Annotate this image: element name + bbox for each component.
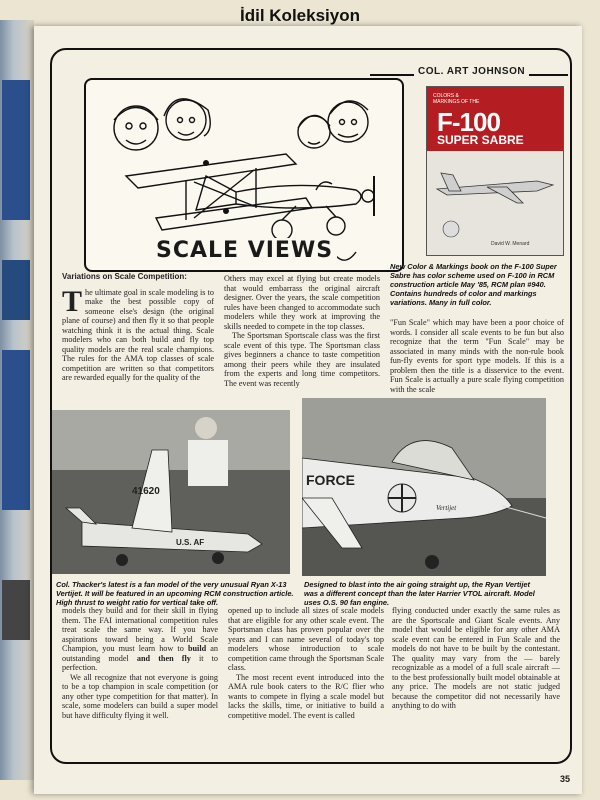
byline: COL. ART JOHNSON <box>414 66 529 77</box>
photo-illustration-1 <box>52 410 290 574</box>
column-2-paragraph-2: The Sportsman Sportscale class was the first scale event of this type. The Sportsman class gives beginners a chance to taste competition among their peers while they are insulated from the experts and long time competitors. The event was recently <box>224 331 380 388</box>
page-number: 35 <box>560 774 571 784</box>
f100-jet-illustration <box>427 151 563 251</box>
drop-cap: T <box>62 284 83 318</box>
bottom-column-2-paragraph-1: opened up to include all sizes of scale models that are eligible for any other scale event. The Sportsman class has proven popular over the years and I can name several of today's top modelers whose introduction to scale competition came through the Sportsman Scale class. <box>228 606 384 672</box>
photo-1-caption: Col. Thacker's latest is a fan model of the very unusual Ryan X-13 Vertijet. It will be featured in an upcoming RCM construction article. High thrust to weight ratio for vertical take off. <box>56 580 294 607</box>
emphasis-build: build <box>187 644 207 653</box>
tail-number: 41620 <box>132 486 160 497</box>
bottom-column-2-paragraph-2: The most recent event introduced into the AMA rule book caters to the R/C flier who wants to compete in flying a scale model but lacks the skills, time, or initiative to build a competitive model. The event is called <box>228 672 384 720</box>
book-cover-title: F-100 <box>437 107 500 137</box>
bottom-column-2 <box>228 606 384 720</box>
watermark: İdil Koleksiyon <box>240 6 360 25</box>
magazine-page <box>34 26 582 794</box>
usaf-marking: U.S. AF <box>176 538 205 547</box>
book-cover-title-line2: SUPER SABRE <box>437 133 524 147</box>
book-cover-image <box>426 86 564 256</box>
article-column-3 <box>390 318 564 394</box>
bottom-column-3-text: flying conducted under exactly the same rules as are the Sportscale and Giant Scale events. Any model that would be eligible for any other AMA scale event can be entered in Fun Scale and the models do not have to be built by the contestant. The quality may vary from the — barely recognizable as a model of a full scale aircraft — to the best professionally built model obtainable at any price. The models are not static judged because the competitor did not necessarily have anything to do with <box>392 606 560 710</box>
bottom-column-1-text: models they build and for their skill in flying them. The FAI international competition rules treat scale the same way. If you have aspirations toward being a World Scale Champion, you must learn how to <box>62 606 218 653</box>
column-3-paragraph-1: "Fun Scale" which may have been a poor choice of words. I consider all scale events to be fun but also recognize that the term "Fun Scale" may be associated in many minds with the non-rule book fun-fly events for sport type models. If this is a problem then the title is a disservice to the event. Fun Scale is actually a pure scale flying competition with the scale <box>390 318 564 394</box>
photo-ryan-vertijet-closeup <box>302 398 546 576</box>
bottom-column-1-text-2: an outstanding model <box>62 644 219 663</box>
column-1-text: he ultimate goal in scale modeling is to make the best possible copy of someone else's design (the original plane of course) and then fly it so that people watching think it is the actual thing. Scale modelers who can both build and fly top quality models are the real scale champions. The rules for the AMA top classes of scale competition are written so that competitors are rewarded equally for the quality of the <box>62 287 214 382</box>
bottom-column-1-text-3: it to perfection. <box>62 653 219 672</box>
column-2-paragraph-1: Others may excel at flying but create models that would embarrass the original aircraft designer. Over the years, the scale competition rules have been changed to accommodate such modelers while they work at improving the skills needed to compete in the top classes. <box>224 274 380 331</box>
adjacent-page-edge <box>0 20 34 780</box>
article-column-2 <box>224 274 380 388</box>
bottom-column-1 <box>62 606 218 720</box>
force-marking: FORCE <box>306 472 355 488</box>
bottom-column-3 <box>392 606 560 711</box>
article-heading: Variations on Scale Competition: <box>62 272 187 281</box>
book-caption: New Color & Markings book on the F-100 Super Sabre has color scheme used on F-100 in RCM construction article May '85, RCM plan #940. Contains hundreds of color and markings variations. Many in full color. <box>390 262 557 307</box>
photo-ryan-x13-with-builder <box>52 410 290 574</box>
article-column-1 <box>62 272 214 383</box>
book-cover-author: David W. Menard <box>491 241 530 247</box>
emphasis-fly: and then fly <box>136 653 191 663</box>
book-cover-subtitle: COLORS & MARKINGS OF THE <box>433 93 480 105</box>
section-title: SCALE VIEWS <box>152 238 337 263</box>
nose-label: Vertijet <box>436 504 457 512</box>
bottom-column-1-paragraph-2: We all recognize that not everyone is going to be a top champion in scale competition (or any other type competition for that matter). In scale, some modelers can build a super model but have difficulty flying it well. <box>62 672 218 720</box>
photo-2-caption: Designed to blast into the air going straight up, the Ryan Vertijet was a different concept than the later Harrier VTOL aircraft. Model uses O.S. 90 fan engine. <box>304 580 535 607</box>
